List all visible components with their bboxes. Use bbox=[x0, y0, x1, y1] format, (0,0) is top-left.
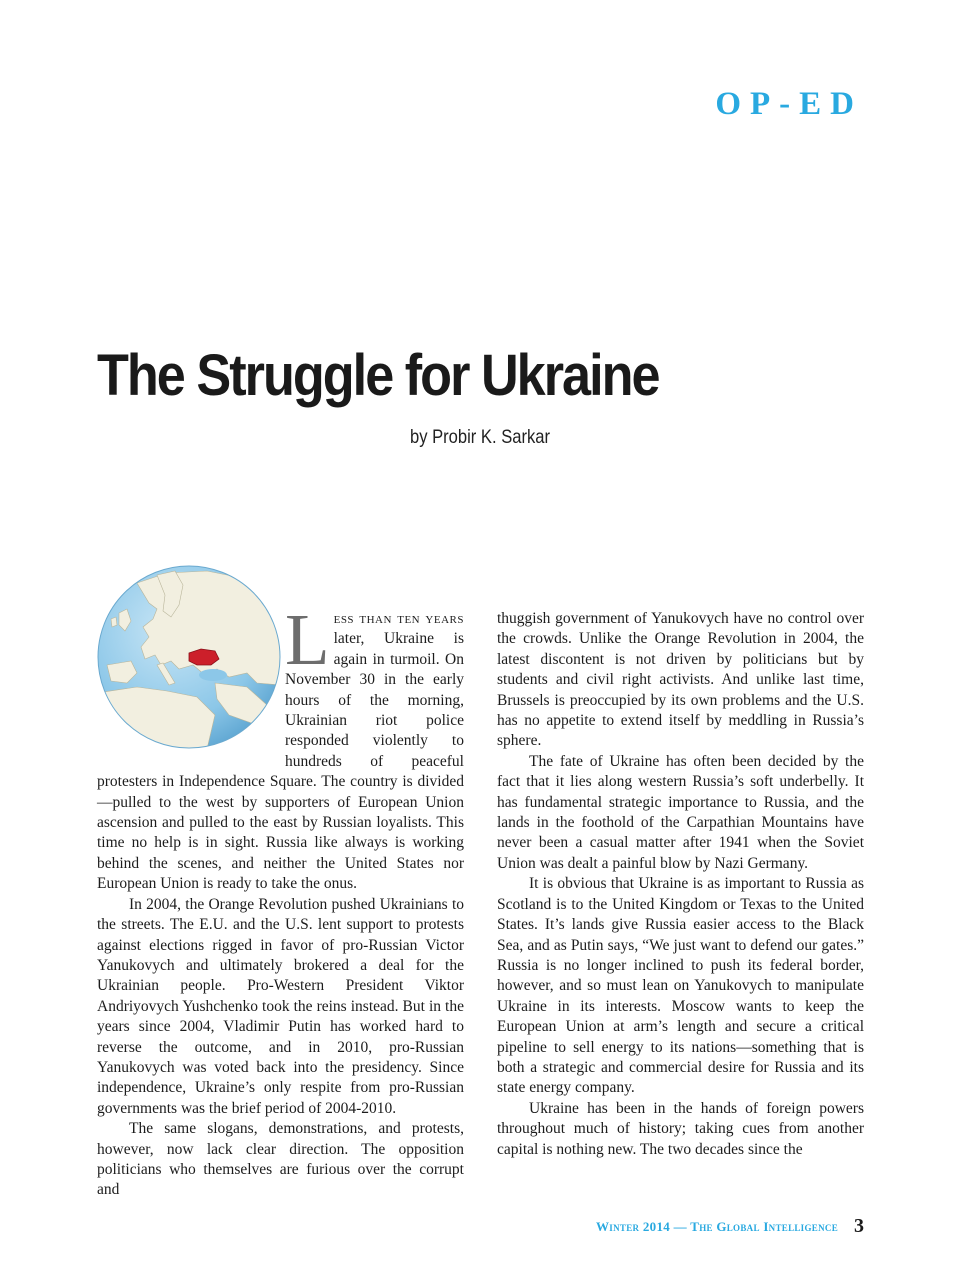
footer-issue: Winter 2014 — The Global Intelligence bbox=[596, 1219, 838, 1234]
paragraph: Ukraine has been in the hands of foreign powers throughout much of history; taking cues from another capital is nothing new. The two decades since the bbox=[497, 1099, 864, 1158]
drop-cap: L bbox=[285, 599, 330, 680]
article-column-1 bbox=[97, 599, 464, 1201]
paragraph: It is obvious that Ukraine is as important to Russia as Scotland is to the United Kingdom or Texas to the United States. It’s lands give Russia easier access to the Black Sea, and as Putin says, “We just want to defend our gates.” Russia is no longer inclined to push its federal border, however, and so must lean on Yanukovych to manipulate Ukraine in its interests. Moscow wants to keep the European Union at arm’s length and secure a critical pipeline to sell energy to its nations—something that is both a strategic and commercial desire for Russia and its state energy company. bbox=[497, 875, 864, 1097]
paragraph: The same slogans, demonstrations, and protests, however, now lack clear direction. The opposition politicians who themselves are furious over the corrupt and bbox=[97, 1120, 464, 1199]
lead-smallcaps: ess than ten years bbox=[333, 610, 464, 627]
page-number: 3 bbox=[854, 1215, 864, 1237]
byline: by Probir K. Sarkar bbox=[410, 426, 551, 448]
paragraph: thuggish government of Yanukovych have no control over the crowds. Unlike the Orange Revolution in 2004, the latest discontent is not driven by politicians but by students and civil right activists. And unlike last time, Brussels is preoccupied by its own problems and the U.S. has no appetite to extend itself by meddling in Russia’s sphere. bbox=[497, 610, 864, 750]
paragraph: In 2004, the Orange Revolution pushed Ukrainians to the streets. The E.U. and the U.S. lent support to protests against elections rigged in favor of pro-Russian Victor Yanukovych and ultimately brokered a deal for the Ukrainian people. Pro-Western President Viktor Andriyovych Yushchenko took the reins instead. But in the years since 2004, Vladimir Putin has worked hard to reverse the outcome, and in 2010, pro-Russian Yanukovych was voted back into the presidency. Since independence, Ukraine’s only respite from pro-Russian governments was the brief period of 2004-2010. bbox=[97, 895, 464, 1117]
paragraph: The fate of Ukraine has often been decided by the fact that it lies along western Russia’s soft underbelly. It has fundamental strategic importance to Russia, and the lands in the foothold of the Carpathian Mountains have never been a casual matter after 1941 when the Soviet Union was dealt a painful blow by Nazi Germany. bbox=[497, 752, 864, 872]
article-column-2 bbox=[497, 609, 864, 1160]
section-label: OP-ED bbox=[715, 86, 863, 122]
lead-text: later, Ukraine is again in turmoil. On November 30 in the early hours of the morning, Ukrainian riot police responded violently to hundreds of peaceful protesters in Independence Square. The country is divided—pulled to the west by supporters of European Union ascension and pulled to the east by Russian loyalists. This time no help is in sight. Russia like always is working behind the scenes, and neither the United States nor European Union is ready to take the onus. bbox=[97, 630, 464, 893]
globe-spacer bbox=[97, 609, 285, 752]
article-title: The Struggle for Ukraine bbox=[97, 343, 659, 408]
